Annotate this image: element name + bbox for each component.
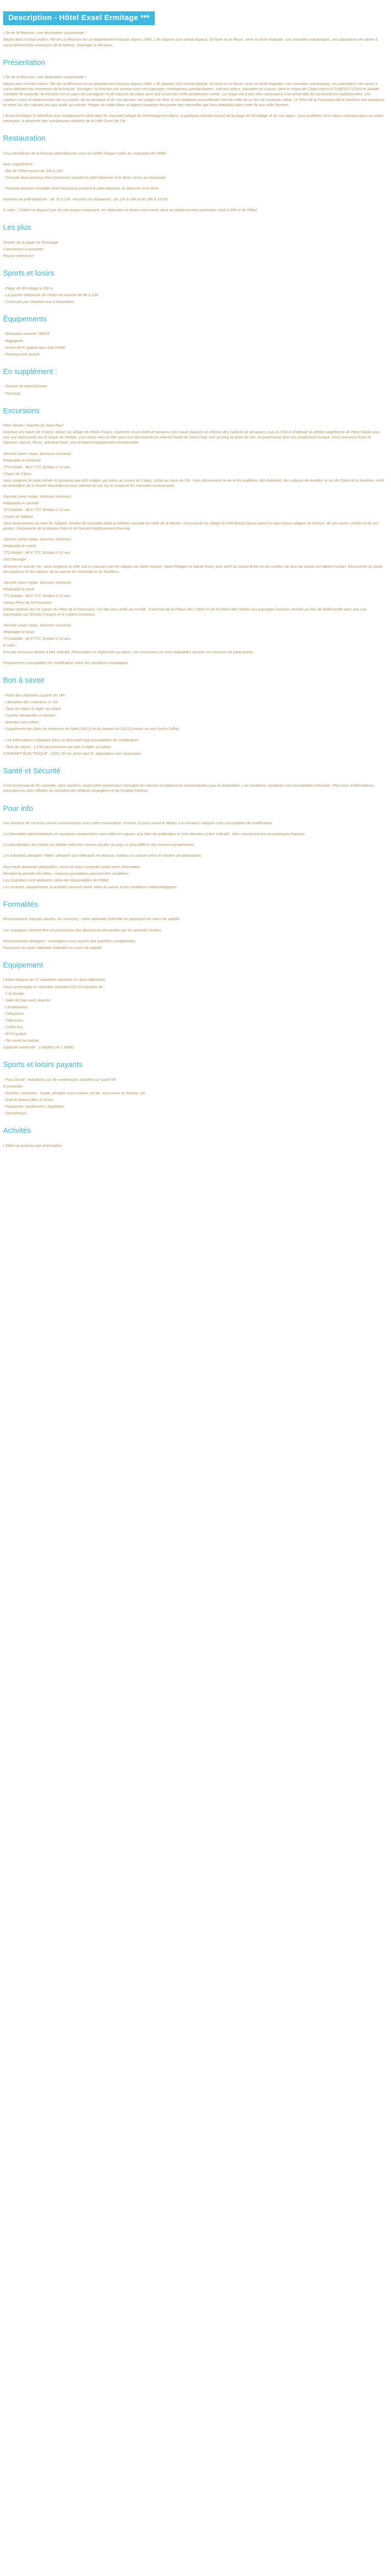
section-title: Présentation <box>3 58 45 67</box>
section-paragraph: Pendant la période des fêtes, certaines prestations peuvent être modifiées. <box>3 871 130 876</box>
section-paragraph: - Les informations indiquées dans ce descriptif sont susceptibles de modification. <box>3 737 140 742</box>
section-paragraph: - 1 lit double, <box>3 991 25 996</box>
section-paragraph: À proximité : <box>3 1083 25 1089</box>
section-paragraph: - Caution demandée à l'arrivée. <box>3 713 56 718</box>
section-paragraph: - Animaux non admis. <box>3 720 40 725</box>
section-paragraph: - Formule pension complète (hors boissons) incluant le petit-déjeuner, le déjeuner et le dîner. <box>3 185 160 191</box>
section-paragraph: À noter : <box>3 643 18 648</box>
section-paragraph: Les chambres sont attribuées selon les disponibilités de l'hôtel. <box>3 877 110 883</box>
section-paragraph: Il est recommandé de consulter votre médecin avant votre départ pour connaître les vaccins et traitements recommandés pour la destination. Les conditions sanitaires sont susceptibles d'évoluer. Pour plus d'informations, consultez les sites officiels du ministère des Affaires étrangères et de l'Institut Pasteur. <box>3 783 374 793</box>
section <box>3 269 387 304</box>
section <box>3 676 387 756</box>
section-paragraph: Direction le sud de l'île. Vous longerez la côte sud en passant par les villages de Saint-Joseph, Saint-Philippe et Sainte-Rose, puis arrêt au Grand Brûlé où les coulées de lave du volcan ont atteint l'océan. Découverte du jardin des parfums et des épices, de la marine de Vincendo et du Souffleur. <box>3 564 383 574</box>
section <box>3 30 387 47</box>
section-paragraph: L'Exsel Ermitage 3* bénéficie d'un emplacement idéal dans le charmant village de l'Hermitage-les-Bains, à quelques minutes à pied de la plage de l'Ermitage et de son lagon. Vous profiterez d'un séjour reposant dans un cadre verdoyant, à proximité des nombreuses activités de la côte Ouest de l'île. <box>3 113 384 123</box>
section-paragraph: - Wi-Fi gratuit, <box>3 1031 27 1036</box>
section-paragraph: - Accès Wi-Fi gratuit dans tout l'hôtel. <box>3 345 66 350</box>
section-title: Equipement <box>3 961 43 970</box>
section-paragraph: Les services, équipements et activités peuvent varier selon la saison et les conditions météorologiques. <box>3 884 178 889</box>
section-paragraph: - Activités nautiques : kayak, plongée sous-marine, jet ski, excursions en bateau, etc. <box>3 1090 146 1095</box>
section-paragraph: Cirque de Cilaos <box>3 471 31 476</box>
section <box>3 315 387 357</box>
section-paragraph: Direction les Hauts de l'Ouest, départ du village de Petite France, traversée d'une forêt de tamarins des Hauts équipée en chemin des cultures de géranium, puis à 2190 m d'altitude la célèbre plateforme de Piton Maïdo pour une vue saisissante sur le cirque de Mafate, puis retour vers la côte pour une découverte du marché forain de Saint-Paul, tout au long du front de mer, en partenariat avec les producteurs locaux. Vous trouverez fruits et légumes, épices, fleurs, artisanat local, une ambiance typiquement réunionnaise. <box>3 430 380 445</box>
section-paragraph: - Ter-rasse ou balcon. <box>3 1038 40 1043</box>
section-paragraph: - Parking privé gratuit. <box>3 351 41 357</box>
section-paragraph: Départ matinal vers le volcan du Piton de la Fournaise, l'un des plus actifs au monde. Traversée de la Plaine des Cafres et de la Plaine des Sables aux paysages lunaires. Arrivée au Pas de Bellecombe avec une vue imprenable sur l'Enclos Fouqué et le cratère Dolomieu. <box>3 606 367 617</box>
section-paragraph: - Bar de l'hôtel ouvert de 10h à 22h <box>3 168 63 173</box>
section-paragraph: - Golf du Bassin Bleu à 10 km. <box>3 1097 55 1103</box>
section-paragraph: TTC/Adulte : 88 € TTC /Enfant 2-12 ans <box>3 464 71 469</box>
section-title: Formalités <box>3 900 38 909</box>
section-paragraph: - Plage de l'Ermitage à 200 m. <box>3 285 55 291</box>
section-paragraph: - 2 transats par chambre mis à disposition. <box>3 299 75 304</box>
description-sections <box>3 30 387 1148</box>
section-title: Sports et loisirs payants <box>3 1061 83 1070</box>
section-paragraph: - Service de blanchisserie. <box>3 384 48 389</box>
section-paragraph: Programmes susceptibles de modification selon les conditions climatiques. <box>3 660 129 666</box>
section-paragraph: Journée (avec repas, boissons incluses) <box>3 580 71 585</box>
section-paragraph: Réalisable le lundi <box>3 630 34 635</box>
section-paragraph: Journée (avec repas, boissons incluses) <box>3 537 71 542</box>
section-paragraph: Vous longerez la route étroite et sinueuse aux 400 virages qui mène au cirque de Cilaos, niché au cœur de l'île. Vous découvrirez la vie et les traditions des habitants, les cultures de lentilles, le vin de Cilaos et la broderie. Arrêt au belvédère de la Roche Merveilleuse pour admirer la vue sur le cirque et les sommets environnants. <box>3 478 384 488</box>
section-title: Bon à savoir <box>3 676 45 685</box>
section-paragraph: Passeport ou carte nationale d'identité en cours de validité. <box>3 945 103 950</box>
section-paragraph: Située dans l'océan Indien, l'île de La Réunion est un département français depuis 1946. L'île dispose d'un climat tropical. Se lover et se fleurir, venir se fonfri tropicale, ses nouvelles volcaniques, ses plantations de canne à sucre délivrent les immenses de la fortune, Suiveage la Réunion... <box>3 37 378 47</box>
section-paragraph: Vous serez logés en chambre standard (26 m²) équipée de : <box>3 984 105 989</box>
section-paragraph: Sud Sauvage <box>3 557 26 562</box>
section-paragraph: Commerces à proximité <box>3 246 44 251</box>
section-paragraph: Prix par personne donné à titre indicatif. Réservation et règlement sur place. Les excursions ne sont réalisables qu'avec un minimum de participants. <box>3 650 254 655</box>
section-paragraph: Capacité maximale : 2 adultes (et 1 bébé). <box>3 1045 75 1050</box>
section-paragraph: Les transferts aéroport / hôtel / aéroport sont effectués en autocar, minibus ou voiture selon le nombre de participants. <box>3 853 202 858</box>
section-paragraph: Volcan Piton de la Fournaise <box>3 600 52 605</box>
section <box>3 804 387 890</box>
section-paragraph: - Taxe de séjour à régler sur place. <box>3 706 62 711</box>
section-paragraph: - Prise des chambres à partir de 14h. <box>3 693 66 698</box>
section-title: En supplément : <box>3 367 57 376</box>
section-paragraph: - Téléphone, <box>3 1011 25 1016</box>
section-paragraph: - Pressing. <box>3 391 22 396</box>
section-paragraph: - Formule demi-pension (hors boissons) incluant le petit-déjeuner et le dîner servis au restaurant. <box>3 175 167 180</box>
section <box>3 58 387 124</box>
section-paragraph: Réalisable le mardi <box>3 544 36 549</box>
section-title: Les plus <box>3 223 31 232</box>
section-title: Pour info <box>3 804 34 813</box>
section-paragraph: TTC/Adulte : 96 € TTC /Enfant 2-12 ans <box>3 636 71 641</box>
section-paragraph: À noter : L'hôtel ne dispose pas de son propre restaurant, les déjeuners et dîners sont servis dans un établissement partenaire situé à 200 m de l'hôtel. <box>3 207 258 212</box>
section-paragraph: L'hôtel ne propose pas d'animation. <box>3 1143 63 1148</box>
section-paragraph: TTC/Adulte : 86 € TTC /Enfant 2-12 ans <box>3 550 71 555</box>
section-paragraph: L'île de la Réunion, une destination surprenante ! <box>3 30 86 36</box>
section-paragraph: Ressortissants français adultes (ou mineurs) : carte nationale d'identité ou passeport en cours de validité. <box>3 917 181 922</box>
section-paragraph: Située dans l'océan Indien, l'île de La Réunion est un département français depuis 1946. L'île dispose d'un climat tropical. Se lover et se fleurir, venir se fonfri tropicale, ses nouvelles volcaniques, ses plantations de canne à sucre délivrent les immenses de la fortune. Suivages, la Réunion est connue pour ses paysages montagneux spectaculaires : volcans pitons, cascades et cirques, dont le cirque de Cilaos inscrit à l'UNESCO (2010 et Mafate. Véritable île tropicale, la Réunion est un pays de montagnes et de sources de hauts ainsi que d'une très belle architecture créole. La coupe est à des sites ultramarins d'un ensemble de constructions traditionnelles. Les couleurs vives et chaleureuses de sa cuisine, de sa musique et de ses danses, ses plages de rêve et ses traditions accueillantes font de cette île un lieu de vacances idéal. Le Piton de la Fournaise fait le bonheur des amateurs, et reste l'un des volcans les plus actifs au monde. Plages de sable blanc et lagons turquoise font partie des merveilles qui vous attendent dans cette île aux mille facettes. <box>3 81 385 107</box>
section <box>3 900 387 951</box>
section-paragraph: - La piscine extérieure de l'hôtel est ouverte de 8h à 19h. <box>3 292 99 297</box>
section <box>3 961 387 1050</box>
section-title: Activités <box>3 1127 31 1136</box>
section-paragraph: Réalisable le vendredi <box>3 457 41 463</box>
section-paragraph: - Discothèque. <box>3 1111 28 1116</box>
section-paragraph: - Taxe de séjour : 1,15€ par personne par jour à régler sur place. <box>3 744 112 749</box>
section-paragraph: - Bagagerie. <box>3 338 24 343</box>
section-title: Santé et Sécurité <box>3 767 61 775</box>
section-paragraph: Piton Maïdo / Marché de Saint-Paul <box>3 423 63 428</box>
section-paragraph: Proche de la plage de l'Ermitage <box>3 240 58 245</box>
section <box>3 406 387 666</box>
section-paragraph: TTC/Adulte : 88 € TTC /Enfant 2-12 ans <box>3 593 71 598</box>
section <box>3 367 387 396</box>
section-paragraph: - Libération des chambres à 11h. <box>3 700 59 705</box>
section-title: Sports et loisirs <box>3 269 55 278</box>
section-paragraph: - Salle de bain avec douche, <box>3 997 52 1003</box>
section-paragraph: Journée (avec repas, boissons incluses) <box>3 451 71 456</box>
section-paragraph: Vos horaires de vol vous seront communiqués avec votre convocation, environ 10 jours avant le départ. Les horaires indiqués sont susceptibles de modification. <box>3 821 273 826</box>
section-paragraph: Vous emprunterez la route de Salazie, bordée de cascades dont la célèbre cascade du Voile de la Mariée. Découverte du village de Hell-Bourg classé parmi les plus beaux villages de France, de ses cases créoles et de ses jardins. Découverte de la Maison Folio et de l'ancien établissement thermal. <box>3 521 379 531</box>
section <box>3 767 387 794</box>
section <box>3 1060 387 1116</box>
section-paragraph: Les formalités administratives et sanitaires mentionnées sont celles en vigueur à la date de publication et sont données à titre indicatif ; elles concernent les ressortissants français. <box>3 832 306 837</box>
section-paragraph: - Climatisation, <box>3 1004 28 1009</box>
section-paragraph: Les voyageurs doivent être en possession des documents demandés par les autorités locales. <box>3 927 162 933</box>
section-paragraph: Avec supplément : <box>3 161 35 166</box>
section-paragraph: Piscine extérieure <box>3 253 34 258</box>
section-paragraph: - Réception ouverte 24h/24. <box>3 331 51 336</box>
section-title: Excursions <box>3 406 40 415</box>
section-paragraph: - Parapente, randonnées, équitation. <box>3 1104 65 1109</box>
section-paragraph: Journée (avec repas, boissons incluses) <box>3 623 71 628</box>
section-title: Équipements <box>3 315 47 324</box>
section-paragraph: L'hôtel dispose de 37 chambres réparties en deux bâtiments. <box>3 977 106 982</box>
section-paragraph: La classification des hôtels est établie selon les normes locales du pays et peut différer des normes européennes. <box>3 842 196 848</box>
section-paragraph: - Télévision, <box>3 1018 24 1023</box>
section-paragraph: Cirque de Salazie <box>3 514 34 519</box>
section-paragraph: Réalisable le samedi <box>3 500 39 505</box>
section <box>3 223 387 259</box>
section-paragraph: TTC/Adulte : 86 € TTC /Enfant 2-12 ans <box>3 507 71 513</box>
section-paragraph: COURANT ÉLECTRIQUE : 220V, 50 Hz, prise type E, adaptateur non nécessaire. <box>3 751 142 756</box>
section <box>3 134 387 213</box>
section-paragraph: Réalisable le jeudi <box>3 586 34 591</box>
section-paragraph: Journée (avec repas, boissons incluses) <box>3 494 71 499</box>
page-title-banner: Description - Hôtel Exsel Ermitage *** <box>3 11 155 25</box>
section-paragraph: Ressortissants étrangers : renseignez-vous auprès des autorités compétentes. <box>3 938 136 943</box>
section-paragraph: L'île de la Réunion, une destination surprenante ! <box>3 75 86 80</box>
section-paragraph: Pour toute demande particulière, merci de nous contacter avant votre réservation. <box>3 864 141 869</box>
section-paragraph: - Pass Excel : réductions sur de nombreuses activités sur toute l'île. <box>3 1077 118 1082</box>
section-title: Restauration <box>3 134 46 143</box>
section-paragraph: Vous bénéficiez de la formule petit-déjeuner servi en buffet chaque matin au restaurant de l'hôtel. <box>3 150 167 156</box>
section-paragraph: - Coffre-fort, <box>3 1024 24 1029</box>
section <box>3 1126 387 1148</box>
section-paragraph: Horaires du petit-déjeuner : de 7h à 10h. Horaires du restaurant : de 12h à 14h et de 19h à 21h30. <box>3 196 169 201</box>
section-paragraph: - Supplément des frais de résidence de Noël (24/12) et du Nouvel An (31/12) inclus ou non (selon l'offre). <box>3 726 181 732</box>
